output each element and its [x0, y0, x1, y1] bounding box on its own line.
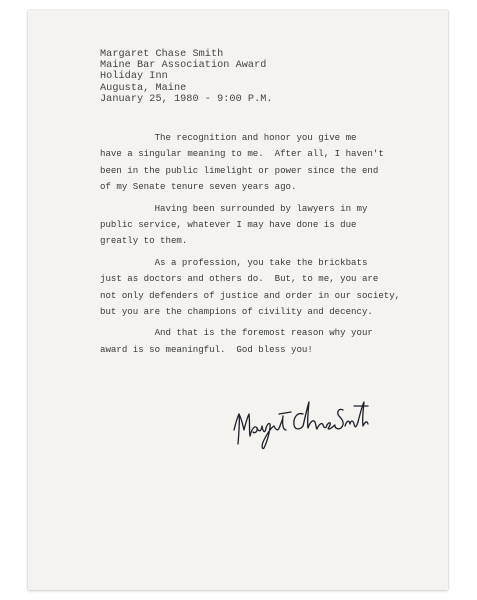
header-line-location: Augusta, Maine: [100, 82, 187, 94]
body-line: award is so meaningful. God bless you!: [100, 343, 313, 355]
header-line-award: Maine Bar Association Award: [100, 60, 267, 72]
body-line: Having been surrounded by lawyers in my: [100, 202, 368, 214]
body-line: been in the public limelight or power since the end: [100, 164, 379, 176]
header-line-venue: Holiday Inn: [100, 71, 168, 83]
paragraph-4: [100, 325, 390, 358]
body-line: public service, whatever I may have done is due: [100, 219, 357, 231]
body-line: greatly to them.: [100, 235, 188, 247]
letter-header: [100, 49, 273, 105]
paragraph-1: [100, 130, 390, 196]
body-line: but you are the champions of civility and decency.: [100, 306, 373, 318]
body-line: have a singular meaning to me. After all, I haven't: [100, 148, 384, 160]
header-line-date: January 25, 1980 - 9:00 P.M.: [100, 93, 273, 105]
letter-body: [100, 130, 401, 358]
paragraph-3: [100, 255, 401, 321]
body-line: The recognition and honor you give me: [100, 132, 357, 143]
body-line: of my Senate tenure seven years ago.: [100, 181, 297, 193]
signature-drawing: [231, 392, 371, 454]
header-line-name: Margaret Chase Smith: [100, 49, 224, 60]
body-line: just as doctors and others do. But, to me, you are: [100, 273, 379, 285]
letter-page: [28, 10, 448, 590]
body-line: not only defenders of justice and order in our society,: [100, 289, 401, 301]
paragraph-2: [100, 201, 390, 250]
handwritten-signature: [231, 392, 371, 454]
body-line: As a profession, you take the brickbats: [100, 256, 368, 268]
body-line: And that is the foremost reason why your: [100, 327, 373, 339]
